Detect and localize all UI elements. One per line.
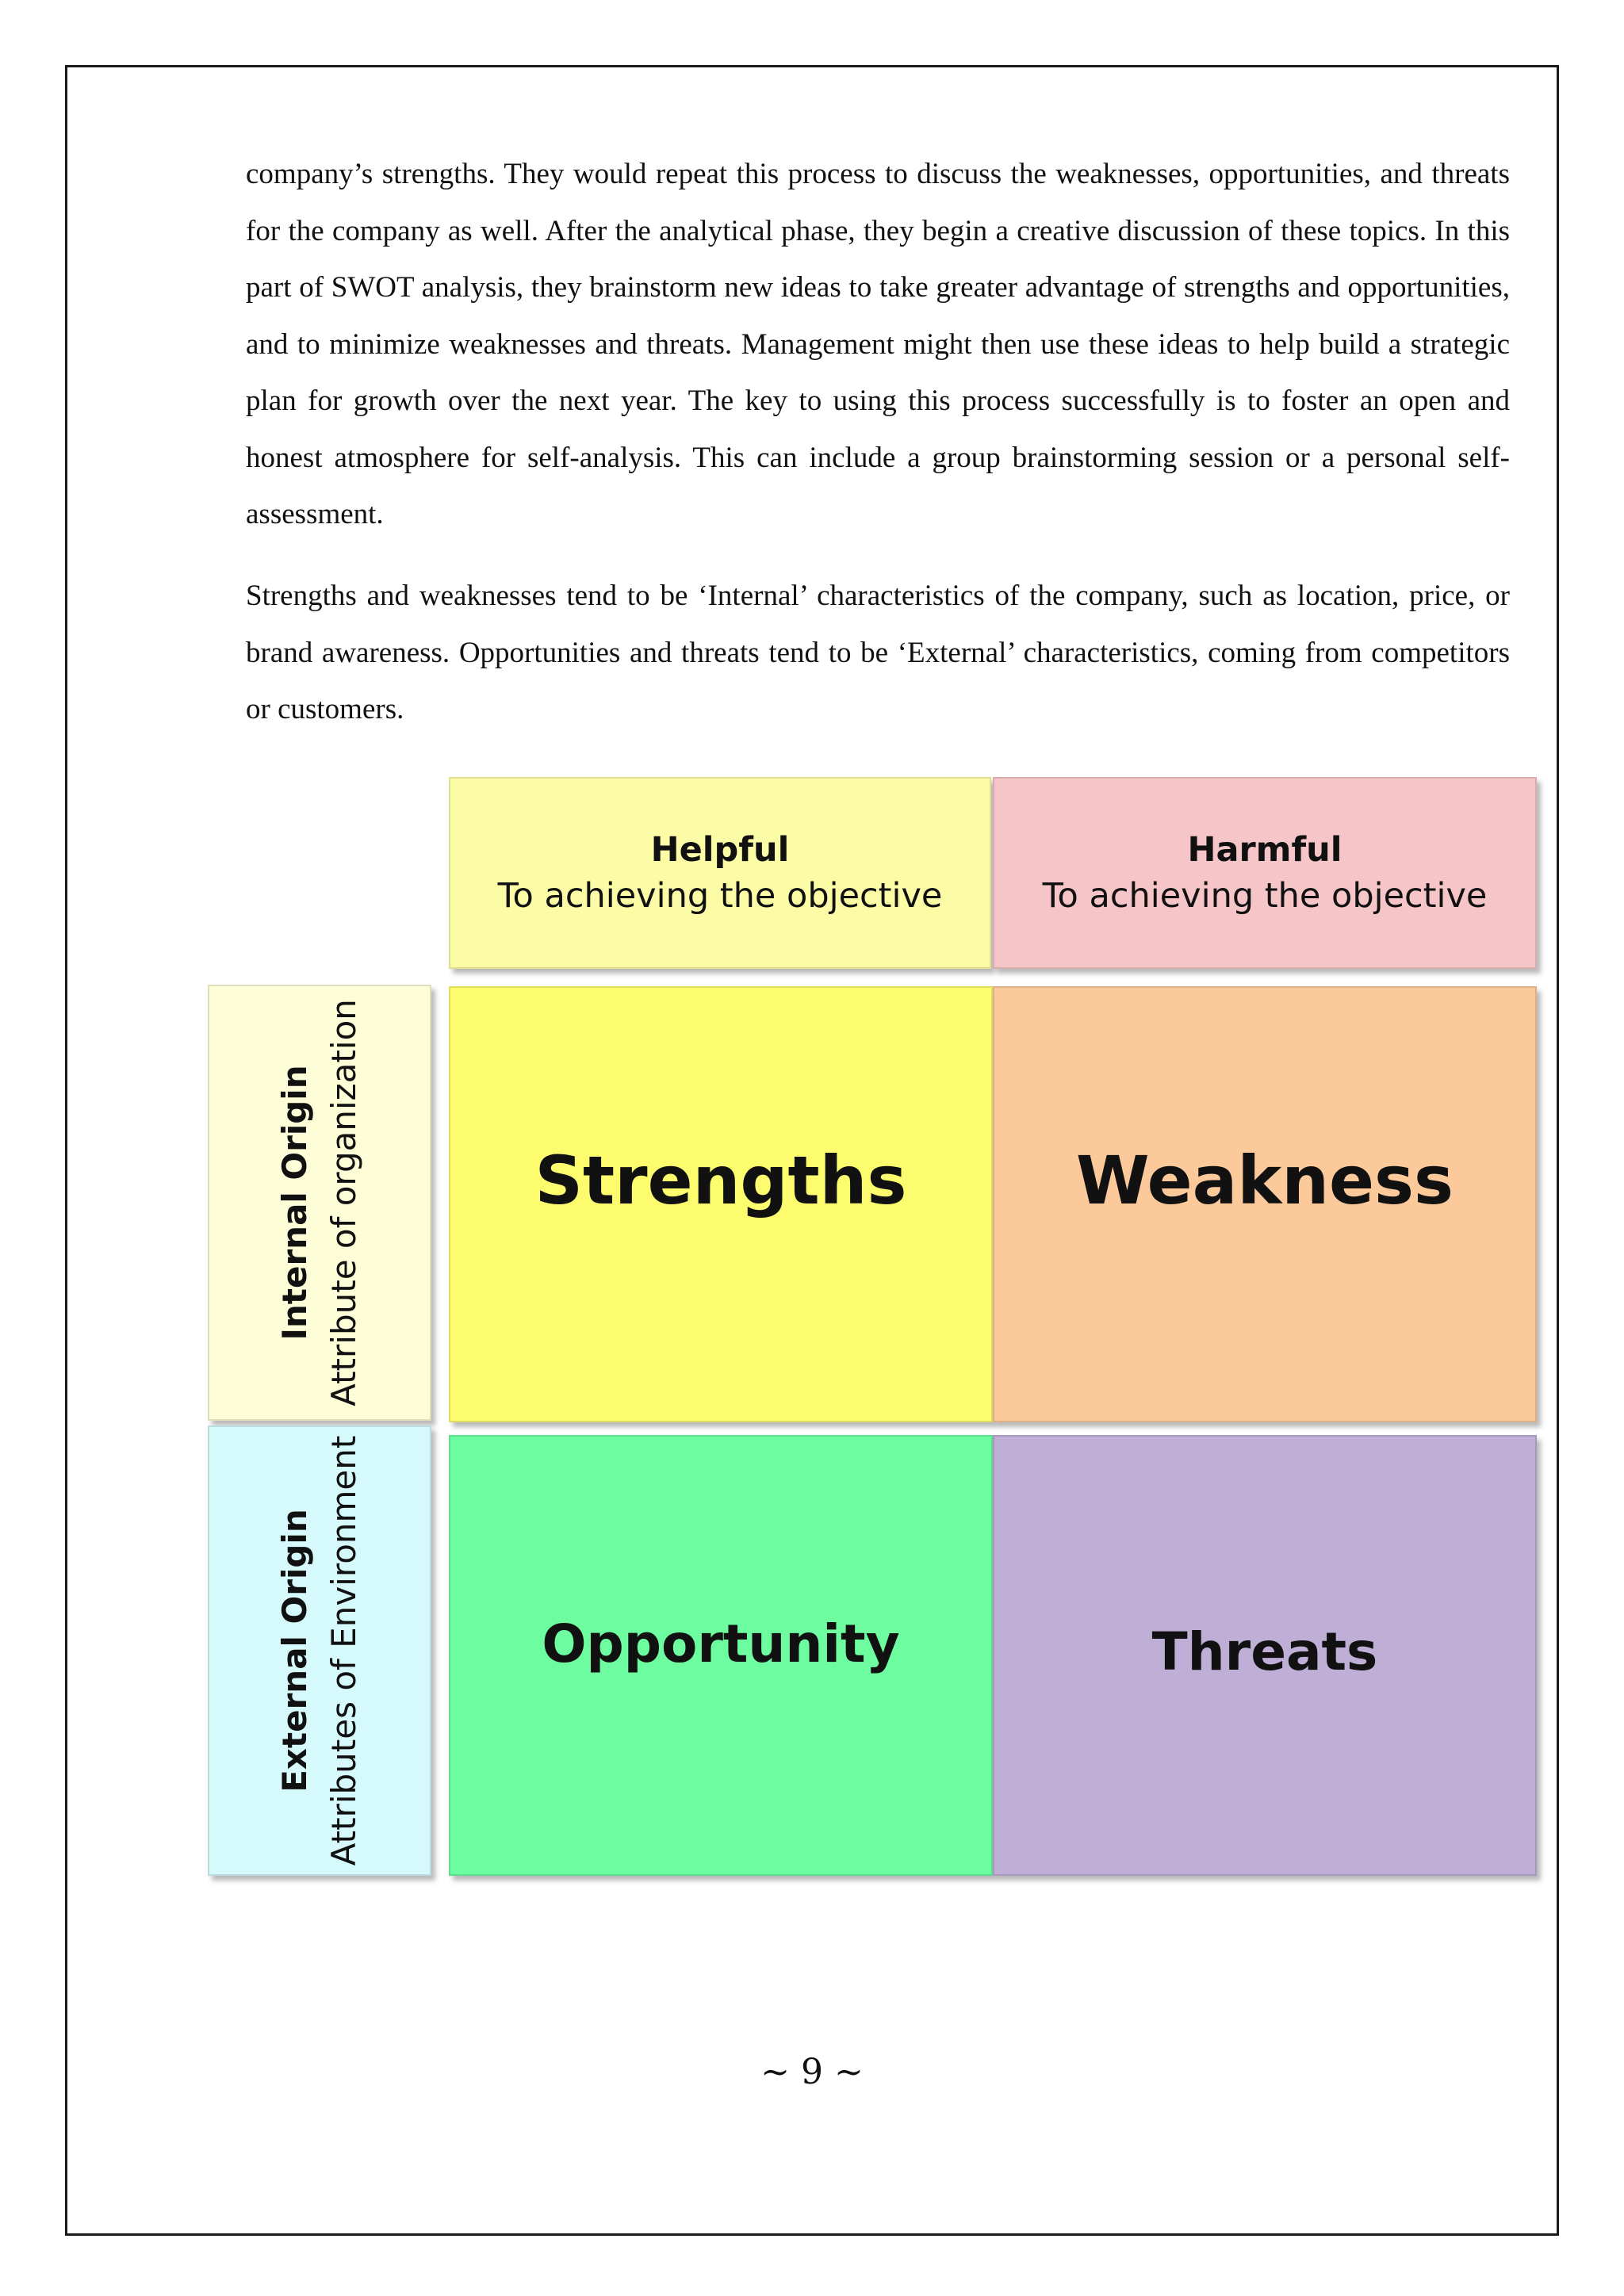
harmful-title: Harmful — [1187, 830, 1342, 870]
internal-origin-subtitle: Attribute of organization — [324, 999, 363, 1406]
threats-quadrant: Threats — [993, 1435, 1537, 1876]
internal-origin-title: Internal Origin — [275, 1065, 314, 1341]
body-text-block-2 — [246, 568, 1510, 738]
internal-origin-header — [208, 985, 431, 1421]
strengths-quadrant: Strengths — [449, 986, 993, 1422]
paragraph: company’s strengths. They would repeat this process to discuss the weaknesses, opportunities, and threats for the company as well. After the analytical phase, they begin a creative discussion of these topics. In this part of SWOT analysis, they brainstorm new ideas to take greater advantage of strengths and opportunities, and to minimize weaknesses and threats. Management might then use these ideas to help build a strategic plan for growth over the next year. The key to using this process successfully is to foster an open and honest atmosphere for self-analysis. This can include a group brainstorming session or a personal self-assessment. — [246, 158, 1510, 530]
helpful-header — [449, 777, 991, 969]
harmful-subtitle: To achieving the objective — [1042, 876, 1488, 916]
paragraph: Strengths and weaknesses tend to be ‘Internal’ characteristics of the company, such as location, price, or brand awareness. Opportunities and threats tend to be ‘External’ characteristics, coming from competitors or customers. — [246, 580, 1510, 725]
helpful-subtitle: To achieving the objective — [497, 876, 943, 916]
external-origin-title: External Origin — [275, 1509, 314, 1793]
helpful-title: Helpful — [650, 830, 790, 870]
harmful-header — [993, 777, 1537, 969]
body-text-block-1 — [246, 146, 1510, 543]
external-origin-subtitle: Attributes of Environment — [324, 1435, 363, 1866]
page-number: ~ 9 ~ — [760, 2052, 864, 2092]
opportunity-quadrant: Opportunity — [449, 1435, 993, 1876]
weakness-quadrant: Weakness — [993, 986, 1537, 1422]
external-origin-header — [208, 1425, 431, 1876]
